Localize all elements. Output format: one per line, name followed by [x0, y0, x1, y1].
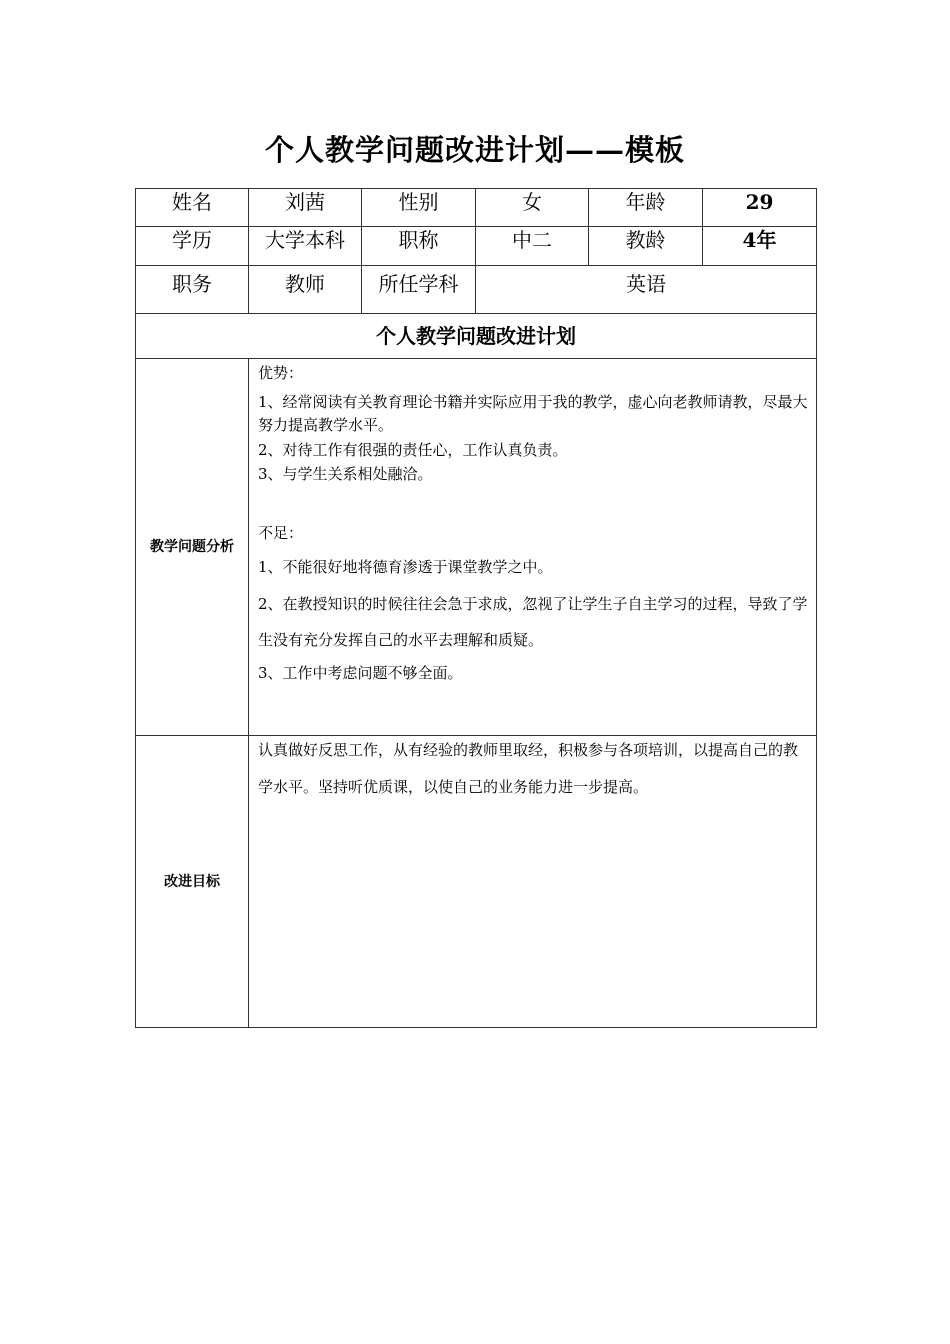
gender-value: 女	[476, 189, 589, 227]
page-title: 个人教学问题改进计划——模板	[264, 133, 685, 167]
teaching-years-value: 4年	[703, 227, 817, 266]
weaknesses-heading: 不足：	[258, 524, 304, 542]
name-value: 刘茜	[249, 189, 362, 227]
strength-item: 2、对待工作有很强的责任心，工作认真负责。	[258, 441, 568, 459]
strength-item: 1、经常阅读有关教育理论书籍并实际应用于我的教学，虚心向老教师请教，尽最大努力提高教学水平。	[258, 393, 808, 434]
goal-label: 改进目标	[136, 736, 249, 1028]
education-label: 学历	[136, 227, 249, 266]
subject-label: 所任学科	[362, 266, 476, 314]
section-title: 个人教学问题改进计划	[136, 314, 817, 359]
age-label: 年龄	[589, 189, 703, 227]
goal-row	[136, 736, 817, 1028]
section-row	[136, 314, 817, 359]
analysis-content	[249, 359, 817, 736]
subject-value: 英语	[476, 266, 817, 314]
analysis-row	[136, 359, 817, 736]
age-value: 29	[703, 189, 817, 227]
teaching-years-label: 教龄	[589, 227, 703, 266]
info-row-3	[136, 266, 817, 314]
position-label: 职务	[136, 266, 249, 314]
gender-label: 性别	[362, 189, 476, 227]
position-value: 教师	[249, 266, 362, 314]
weakness-item: 3、工作中考虑问题不够全面。	[258, 664, 463, 682]
name-label: 姓名	[136, 189, 249, 227]
improvement-plan-table	[135, 188, 817, 1028]
rank-label: 职称	[362, 227, 476, 266]
info-row-2	[136, 227, 817, 266]
analysis-label: 教学问题分析	[136, 359, 249, 736]
weakness-item: 1、不能很好地将德育渗透于课堂教学之中。	[258, 558, 553, 576]
info-row-1	[136, 189, 817, 227]
goal-text: 认真做好反思工作，从有经验的教师里取经，积极参与各项培训，以提高自己的教学水平。坚持听优质课，以使自己的业务能力进一步提高。	[258, 741, 799, 796]
strengths-heading: 优势：	[258, 364, 304, 382]
strength-item: 3、与学生关系相处融洽。	[258, 465, 433, 483]
goal-content	[249, 736, 817, 1028]
rank-value: 中二	[476, 227, 589, 266]
education-value: 大学本科	[249, 227, 362, 266]
weakness-item: 2、在教授知识的时候往往会急于求成，忽视了让学生子自主学习的过程，导致了学生没有充分发挥自己的水平去理解和质疑。	[258, 595, 808, 649]
